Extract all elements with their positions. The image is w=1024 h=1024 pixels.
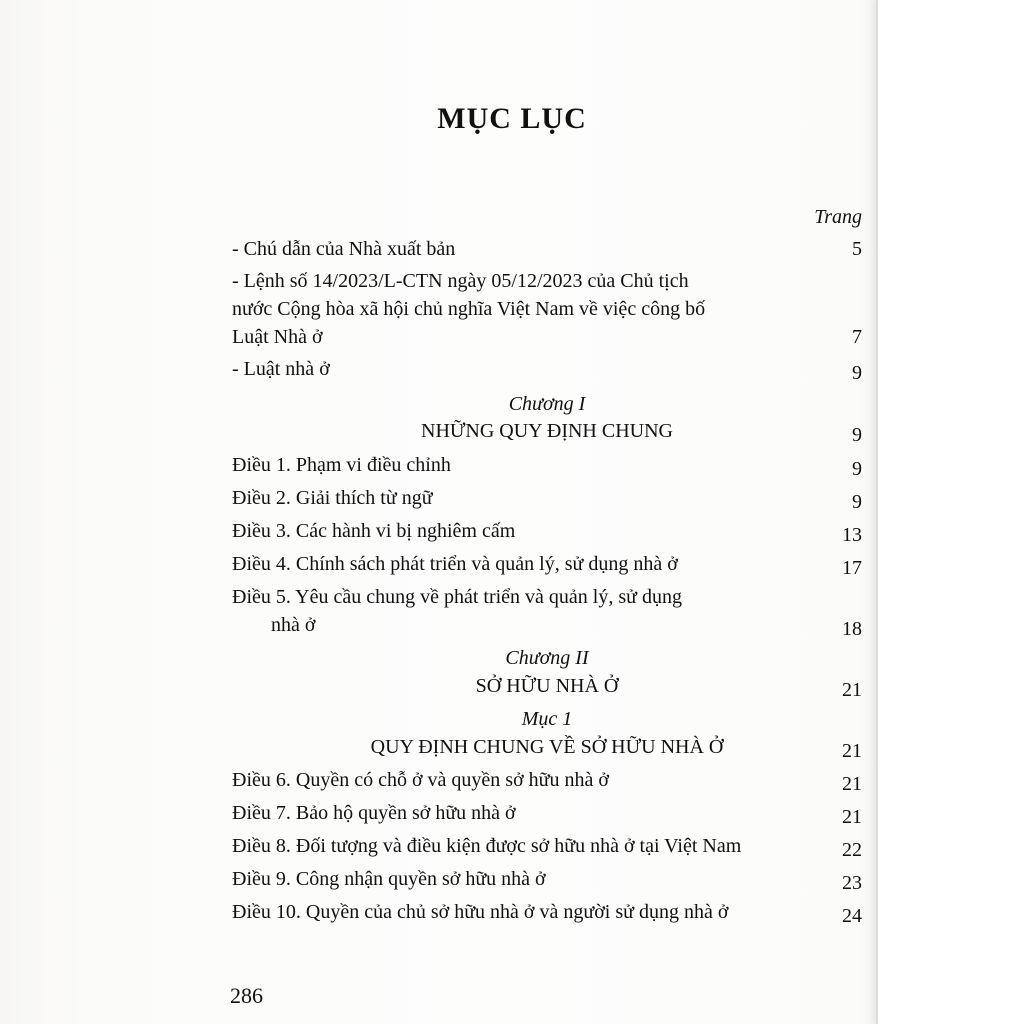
page-column-label: Trang bbox=[814, 206, 862, 228]
toc-article: Điều 3. Các hành vi bị nghiêm cấm bbox=[232, 520, 516, 542]
toc-page-number: 21 bbox=[842, 806, 862, 828]
chapter-title: NHỮNG QUY ĐỊNH CHUNG bbox=[421, 420, 673, 442]
toc-page-number: 18 bbox=[842, 618, 862, 640]
toc-page-number: 21 bbox=[842, 773, 862, 795]
toc-entry: - Lệnh số 14/2023/L-CTN ngày 05/12/2023 của Chủ tịch bbox=[232, 270, 689, 292]
toc-page-number: 9 bbox=[852, 362, 862, 384]
toc-article: Điều 5. Yêu cầu chung về phát triển và quản lý, sử dụng bbox=[232, 586, 682, 608]
toc-page-number: 22 bbox=[842, 839, 862, 861]
toc-page-number: 9 bbox=[852, 458, 862, 480]
section-title: QUY ĐỊNH CHUNG VỀ SỞ HỮU NHÀ Ở bbox=[370, 736, 724, 758]
chapter-label: Chương I bbox=[508, 393, 586, 415]
toc-article: Điều 1. Phạm vi điều chỉnh bbox=[232, 454, 451, 476]
toc-entry: - Luật nhà ở bbox=[232, 358, 330, 380]
toc-page-number: 24 bbox=[842, 905, 862, 927]
toc-article: Điều 4. Chính sách phát triển và quản lý, sử dụng nhà ở bbox=[232, 553, 678, 575]
page-title: MỤC LỤC bbox=[437, 102, 587, 135]
toc-page-number: 21 bbox=[842, 740, 862, 762]
toc-article-continued: nhà ở bbox=[271, 614, 316, 636]
toc-page-number: 9 bbox=[852, 491, 862, 513]
toc-article: Điều 6. Quyền có chỗ ở và quyền sở hữu nhà ở bbox=[232, 769, 609, 791]
toc-article: Điều 8. Đối tượng và điều kiện được sở hữu nhà ở tại Việt Nam bbox=[232, 835, 742, 857]
chapter-label: Chương II bbox=[505, 647, 589, 669]
toc-page-number: 17 bbox=[842, 557, 862, 579]
chapter-title: SỞ HỮU NHÀ Ở bbox=[475, 675, 619, 697]
section-label: Mục 1 bbox=[521, 708, 573, 730]
toc-page-number: 21 bbox=[842, 679, 862, 701]
page-edge bbox=[876, 0, 1024, 1024]
toc-article: Điều 9. Công nhận quyền sở hữu nhà ở bbox=[232, 868, 546, 890]
toc-page-number: 9 bbox=[852, 424, 862, 446]
toc-page-number: 23 bbox=[842, 872, 862, 894]
toc-article: Điều 2. Giải thích từ ngữ bbox=[232, 487, 433, 509]
toc-article: Điều 10. Quyền của chủ sở hữu nhà ở và người sử dụng nhà ở bbox=[232, 901, 729, 923]
toc-article: Điều 7. Bảo hộ quyền sở hữu nhà ở bbox=[232, 802, 516, 824]
toc-page-number: 5 bbox=[852, 238, 862, 260]
toc-entry: - Chú dẫn của Nhà xuất bản bbox=[232, 238, 456, 260]
toc-entry-continued: nước Cộng hòa xã hội chủ nghĩa Việt Nam về việc công bố bbox=[232, 298, 706, 320]
page-number-footer: 286 bbox=[230, 983, 263, 1008]
toc-page-number: 7 bbox=[852, 326, 862, 348]
toc-entry-continued: Luật Nhà ở bbox=[232, 326, 323, 348]
toc-page-number: 13 bbox=[842, 524, 862, 546]
